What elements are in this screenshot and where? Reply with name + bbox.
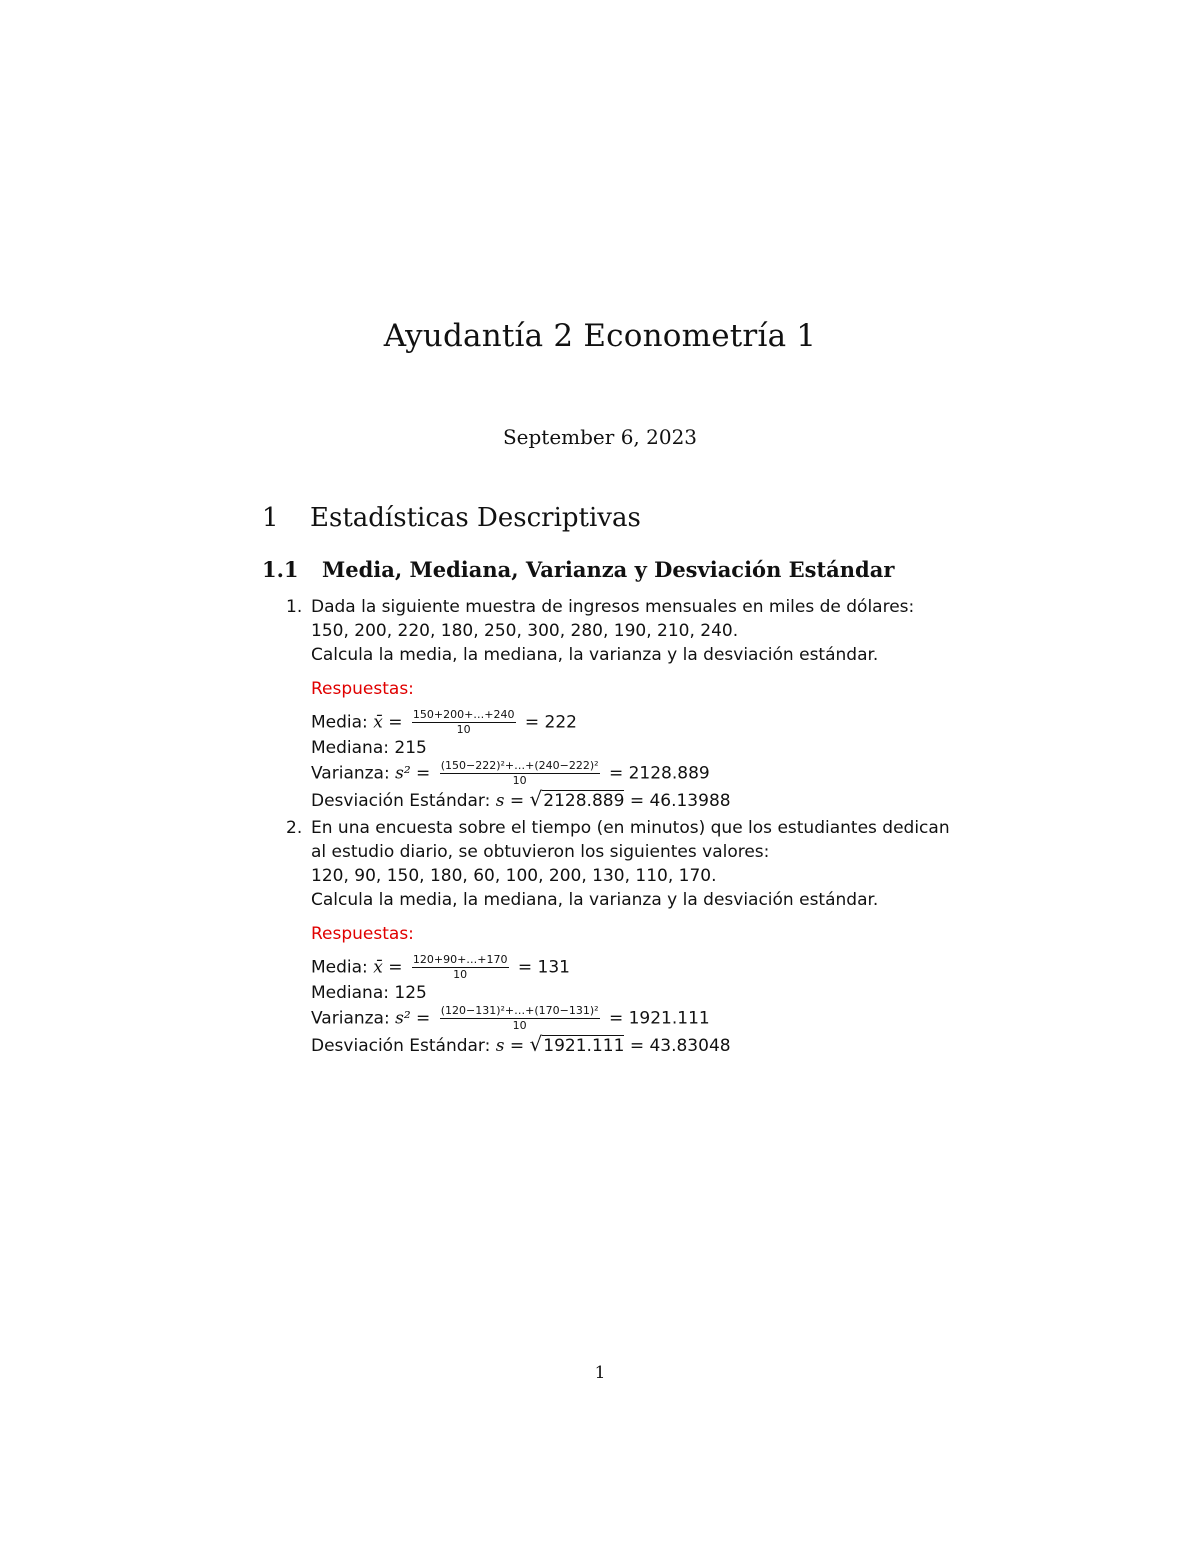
- fraction: $\frac{150+200+\dots+240}{10}$: [412, 708, 515, 736]
- fraction: $\frac{\text{(150−222)²+…+(240−222)²}}{10}$: [440, 759, 599, 787]
- question-line: 120, 90, 150, 180, 60, 100, 200, 130, 110, 170.: [311, 866, 717, 886]
- answer-media: Media: x̄ = $\frac{150+200+\dots+240}{10}$ = 222: [311, 708, 578, 736]
- answers-label: Respuestas:: [311, 679, 414, 699]
- answer-media: Media: x̄ = $\frac{120+90+\dots+170}{10}$ = 131: [311, 953, 571, 981]
- fraction: $\frac{120+90+\dots+170}{10}$: [412, 953, 508, 981]
- fraction: $\frac{\text{(120−131)²+…+(170−131)²}}{10}$: [440, 1004, 599, 1032]
- document-title: Ayudantía 2 Econometría 1: [383, 318, 817, 354]
- list-marker: 2.: [286, 818, 303, 838]
- answers-label: Respuestas:: [311, 924, 414, 944]
- answer-desviacion: Desviación Estándar: s = √2128.889 = 46.13988: [311, 787, 731, 811]
- question-line: Dada la siguiente muestra de ingresos mensuales en miles de dólares:: [311, 597, 915, 617]
- section-number: 1: [262, 503, 279, 533]
- question-line: al estudio diario, se obtuvieron los siguientes valores:: [311, 842, 770, 862]
- question-line: Calcula la media, la mediana, la varianza y la desviación estándar.: [311, 645, 879, 665]
- page-number: 1: [594, 1363, 606, 1383]
- answer-desviacion: Desviación Estándar: s = √1921.111 = 43.83048: [311, 1032, 731, 1056]
- document-date: September 6, 2023: [502, 425, 698, 449]
- section-title: Estadísticas Descriptivas: [310, 503, 641, 533]
- question-line: En una encuesta sobre el tiempo (en minutos) que los estudiantes dedican: [311, 818, 950, 838]
- answer-varianza: Varianza: s² = $\frac{\text{(150−222)²+…+(240−222)²}}{10}$ = 2128.889: [311, 759, 710, 787]
- answer-mediana: Mediana: 125: [311, 983, 427, 1003]
- answer-varianza: Varianza: s² = $\frac{\text{(120−131)²+…+(170−131)²}}{10}$ = 1921.111: [311, 1004, 710, 1032]
- square-root: √1921.111: [529, 1032, 625, 1056]
- square-root: √2128.889: [529, 787, 625, 811]
- answer-mediana: Mediana: 215: [311, 738, 427, 758]
- subsection-heading: [262, 557, 894, 582]
- question-line: Calcula la media, la mediana, la varianza y la desviación estándar.: [311, 890, 879, 910]
- question-line: 150, 200, 220, 180, 250, 300, 280, 190, 210, 240.: [311, 621, 739, 641]
- subsection-number: 1.1: [262, 557, 299, 582]
- subsection-title: Media, Mediana, Varianza y Desviación Estándar: [322, 557, 895, 582]
- section-heading: [262, 503, 641, 533]
- list-marker: 1.: [286, 597, 303, 617]
